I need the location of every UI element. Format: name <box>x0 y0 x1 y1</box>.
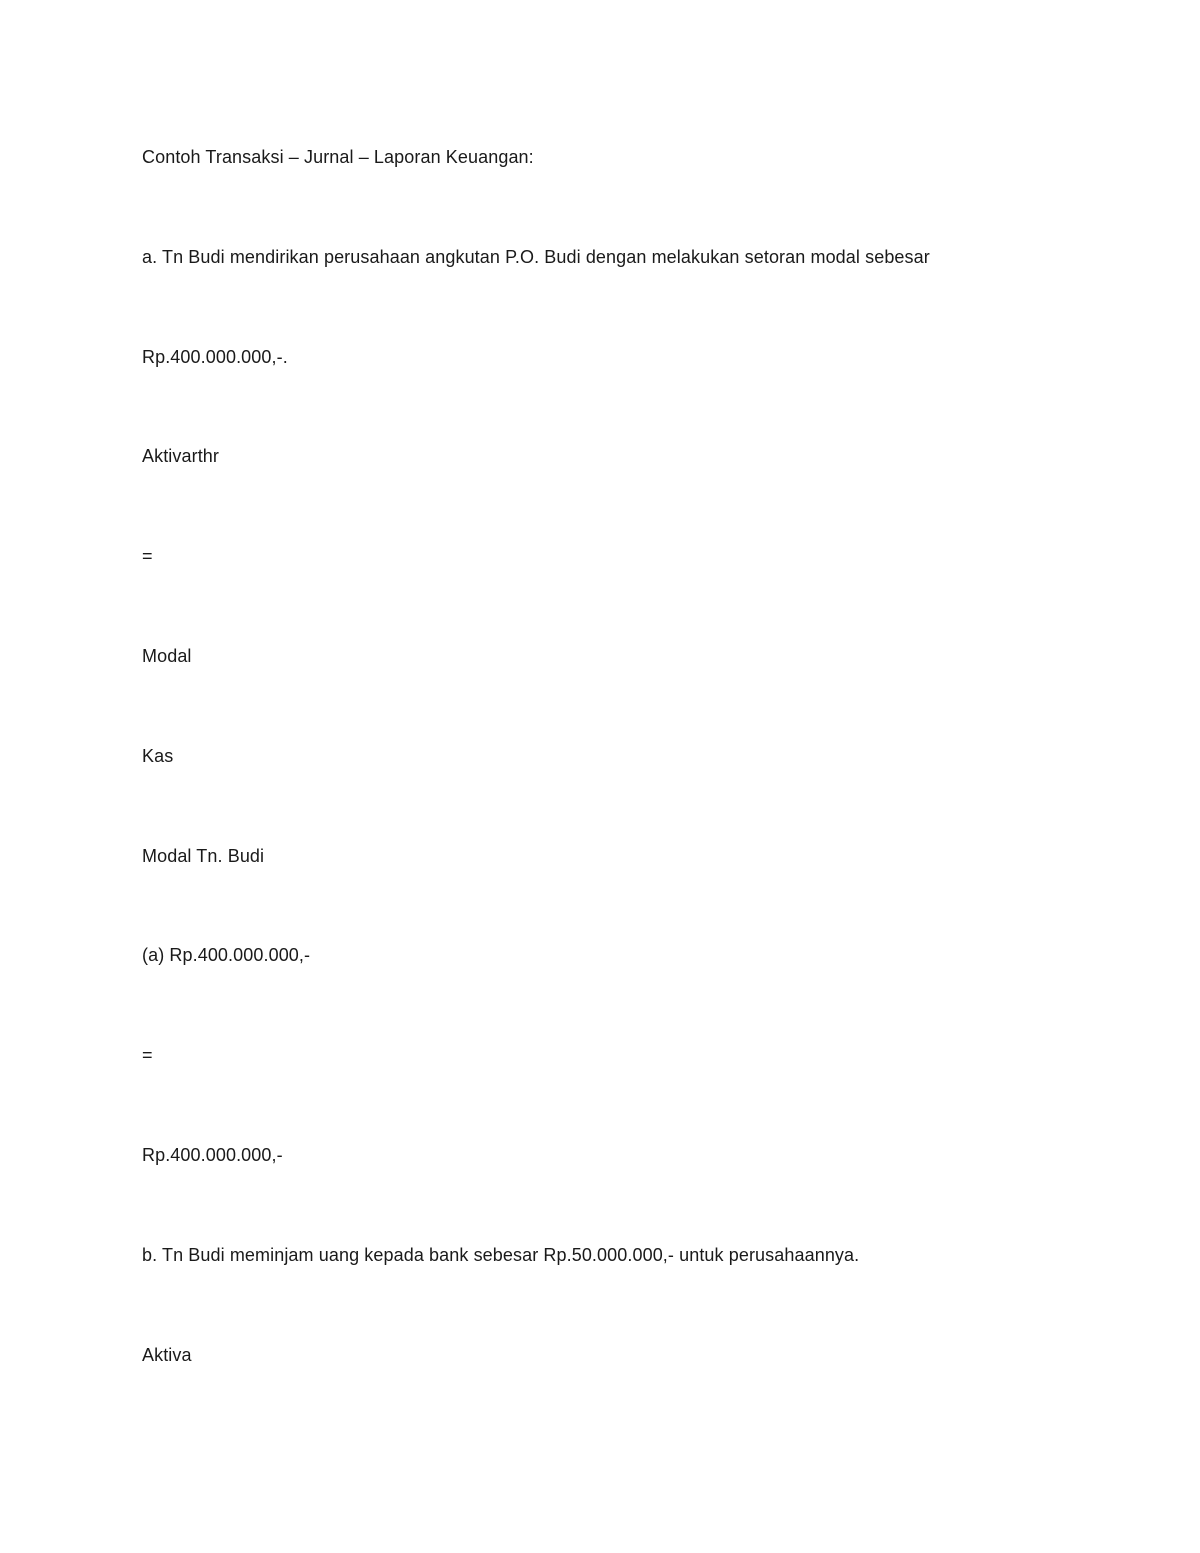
modal-heading: Modal <box>142 646 192 666</box>
modal-owner-label: Modal Tn. Budi <box>142 846 265 866</box>
entry-a-kas-value: (a) Rp.400.000.000,- <box>142 945 311 965</box>
kas-label: Kas <box>142 746 174 766</box>
entry-a-modal-value: Rp.400.000.000,- <box>142 1145 283 1165</box>
transaction-a-description: a. Tn Budi mendirikan perusahaan angkutan P.O. Budi dengan melakukan setoran modal sebesar <box>142 247 930 267</box>
equals-sign: = <box>142 1045 153 1065</box>
aktiva-heading: Aktiva <box>142 1345 192 1365</box>
transaction-b-description: b. Tn Budi meminjam uang kepada bank sebesar Rp.50.000.000,- untuk perusahaannya. <box>142 1245 860 1265</box>
aktiva-heading: Aktivarthr <box>142 446 220 466</box>
equals-sign: = <box>142 546 153 566</box>
document-title: Contoh Transaksi – Jurnal – Laporan Keuangan: <box>142 147 534 167</box>
transaction-a-amount: Rp.400.000.000,-. <box>142 347 288 367</box>
